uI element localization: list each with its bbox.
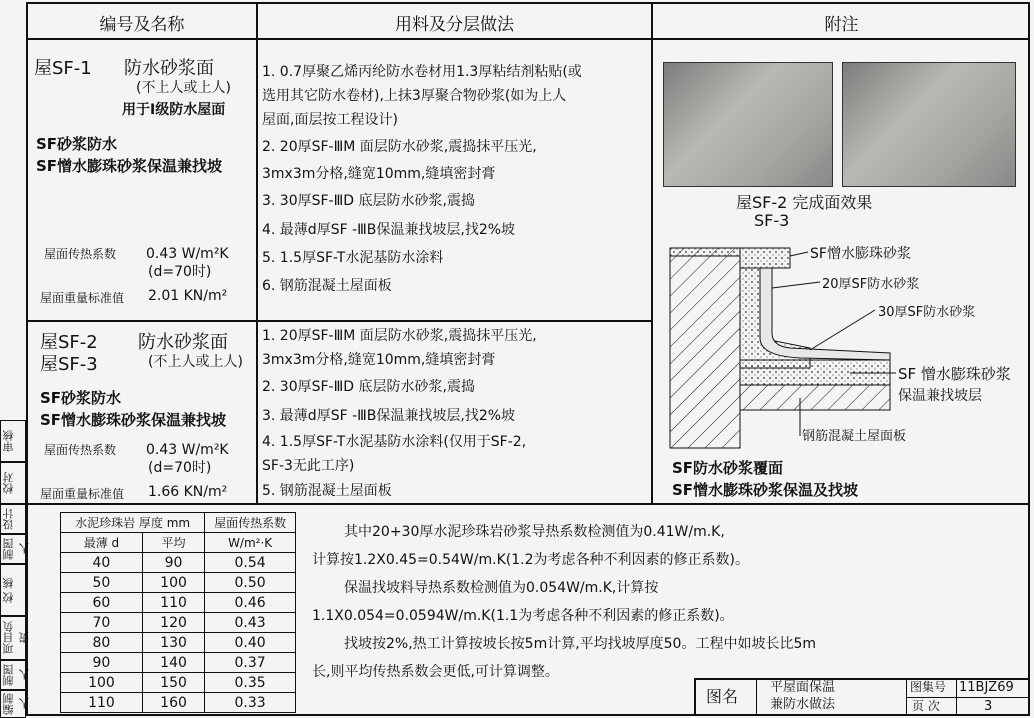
note-line: 长,则平均传热系数会更低,可计算调整。: [312, 664, 559, 680]
thermal-table: [60, 512, 296, 713]
table-row: 110 160 0.33: [61, 693, 296, 713]
step-line: 4. 最薄d厚SF -ⅢB保温兼找坡层,找2%坡: [262, 222, 516, 238]
row2-w-val: 1.66 KN/m²: [148, 484, 228, 500]
photo-caption-2: SF-3: [754, 211, 790, 230]
row-divider: [26, 320, 651, 322]
table-header-unit: W/m²·K: [205, 533, 296, 553]
row1-title1: SF砂浆防水: [36, 135, 118, 153]
row2-sub: (不上人或上人): [148, 354, 243, 370]
header-notes: 附注: [824, 15, 859, 35]
step-line: 5. 1.5厚SF-T水泥基防水涂料: [262, 250, 444, 266]
row2-code2: 屋SF-3: [40, 354, 98, 375]
note-line: 1.1X0.054=0.0594W/m.K(1.1为考虑各种不利因素的修正系数)。: [312, 608, 734, 624]
col-divider-2: [651, 2, 653, 504]
row1-title2: SF憎水膨珠砂浆保温兼找坡: [36, 157, 223, 175]
table-header-avg: 平均: [142, 533, 204, 553]
row1-sub: (不上人或上人): [136, 80, 231, 96]
row2-title1: SF砂浆防水: [40, 389, 122, 407]
sidebar-cell: 项目负责: [0, 616, 26, 660]
step-line: 3. 最薄d厚SF -ⅢB保温兼找坡层,找2%坡: [262, 408, 516, 424]
step-line: 5. 钢筋混凝土屋面板: [262, 483, 392, 499]
table-row: 70 120 0.43: [61, 613, 296, 633]
row2-k-val: 0.43 W/m²K: [146, 442, 229, 458]
finish-photo-right: [842, 62, 1016, 187]
step-line: SF-3无此工序): [262, 458, 355, 474]
step-line: 6. 钢筋混凝土屋面板: [262, 278, 392, 294]
set-value: 11BJZ69: [959, 680, 1014, 695]
table-row: 60 110 0.46: [61, 593, 296, 613]
header-method: 用料及分层做法: [395, 15, 514, 35]
note-line: 计算按1.2X0.45=0.54W/m.K(1.2为考虑各种不利因素的修正系数)。: [312, 552, 749, 568]
diagram-label-6: 钢筋混凝土屋面板: [802, 429, 907, 444]
row1-w-val: 2.01 KN/m²: [148, 288, 228, 304]
diagram-label-3: 30厚SF防水砂浆: [878, 305, 976, 320]
step-line: 屋面,面层按工程设计): [262, 112, 398, 128]
page-value: 3: [984, 699, 993, 714]
diagram-label-5: 保温兼找坡层: [898, 388, 982, 404]
table-row: 80 130 0.40: [61, 633, 296, 653]
title-name-1: 平屋面保温: [770, 680, 836, 695]
header-name: 编号及名称: [99, 15, 185, 35]
sidebar-cell: 审核: [0, 420, 26, 462]
table-row: 50 100 0.50: [61, 573, 296, 593]
step-line: 2. 30厚SF-ⅢD 底层防水砂浆,震捣: [262, 379, 475, 395]
diagram-label-2: 20厚SF防水砂浆: [822, 277, 920, 292]
sidebar-cell: 设计: [0, 504, 26, 534]
step-line: 3. 30厚SF-ⅢD 底层防水砂浆,震捣: [262, 193, 475, 209]
step-line: 3mx3m分格,缝宽10mm,缝填密封膏: [262, 352, 496, 368]
row2-code1: 屋SF-2: [40, 332, 98, 353]
photo-caption-1: 屋SF-2 完成面效果: [736, 193, 873, 212]
sidebar-cell: 制图人: [0, 660, 26, 690]
diagram-caption-1: SF防水砂浆覆面: [672, 459, 784, 477]
row1-steps: [262, 60, 582, 300]
row1-d-val: (d=70时): [148, 264, 212, 280]
title-name-2: 兼防水做法: [770, 697, 836, 712]
table-header-thickness: 水泥珍珠岩 厚度 mm: [61, 513, 205, 533]
step-line: 3mx3m分格,缝宽10mm,缝填密封膏: [262, 166, 496, 182]
diagram-label-4: SF 憎水膨珠砂浆: [898, 365, 1011, 383]
table-row: 40 90 0.54: [61, 553, 296, 573]
row1-w-label: 屋面重量标准值: [40, 291, 125, 305]
roof-section-diagram: [660, 238, 1020, 458]
col-divider-1: [256, 2, 258, 504]
sidebar-cell: 校 核: [0, 564, 26, 616]
table-row: 100 150 0.35: [61, 673, 296, 693]
note-line: 找坡按2%,热工计算按坡长按5m计算,平均找坡厚度50。工程中如坡长比5m: [344, 636, 817, 652]
table-header-min: 最薄 d: [61, 533, 143, 553]
table-row: 90 140 0.37: [61, 653, 296, 673]
finish-photo-left: [663, 62, 833, 187]
sidebar-cell: 编制人: [0, 690, 26, 718]
step-line: 1. 20厚SF-ⅢM 面层防水砂浆,震捣抹平压光,: [262, 328, 537, 344]
title-label: 图名: [706, 687, 739, 706]
step-line: 2. 20厚SF-ⅢM 面层防水砂浆,震捣抹平压光,: [262, 139, 537, 155]
row1-k-label: 屋面传热系数: [44, 247, 117, 261]
set-label: 图集号: [910, 680, 947, 694]
row2-d-val: (d=70时): [148, 460, 212, 476]
row1-k-val: 0.43 W/m²K: [146, 246, 229, 262]
row1-code: 屋SF-1: [34, 58, 92, 79]
table-header-k: 屋面传热系数: [205, 513, 296, 533]
diagram-label-1: SF憎水膨珠砂浆: [810, 246, 911, 262]
sidebar-cell: 校对: [0, 462, 26, 504]
diagram-caption-2: SF憎水膨珠砂浆保温及找坡: [672, 481, 859, 499]
header-divider: [26, 38, 1030, 40]
step-line: 4. 1.5厚SF-T水泥基防水涂料(仅用于SF-2,: [262, 434, 527, 450]
row1-name: 防水砂浆面: [124, 58, 214, 79]
calc-notes: [312, 518, 816, 686]
step-line: 选用其它防水卷材),上抹3厚聚合物砂浆(如为上人: [262, 88, 567, 104]
step-line: 1. 0.7厚聚乙烯丙纶防水卷材用1.3厚粘结剂粘贴(或: [262, 64, 582, 80]
row2-title2: SF憎水膨珠砂浆保温兼找坡: [40, 411, 227, 429]
row2-steps: [262, 324, 537, 504]
row1-note: 用于Ⅰ级防水屋面: [122, 102, 226, 118]
note-line: 其中20+30厚水泥珍珠岩砂浆导热系数检测值为0.41W/m.K,: [344, 524, 725, 540]
row2-w-label: 屋面重量标准值: [40, 487, 125, 501]
note-line: 保温找坡料导热系数检测值为0.054W/m.K,计算按: [344, 580, 659, 596]
sidebar-cell: 制图人: [0, 534, 26, 564]
page-label: 页 次: [912, 699, 940, 713]
row2-name: 防水砂浆面: [138, 332, 228, 353]
row2-k-label: 屋面传热系数: [44, 443, 117, 457]
